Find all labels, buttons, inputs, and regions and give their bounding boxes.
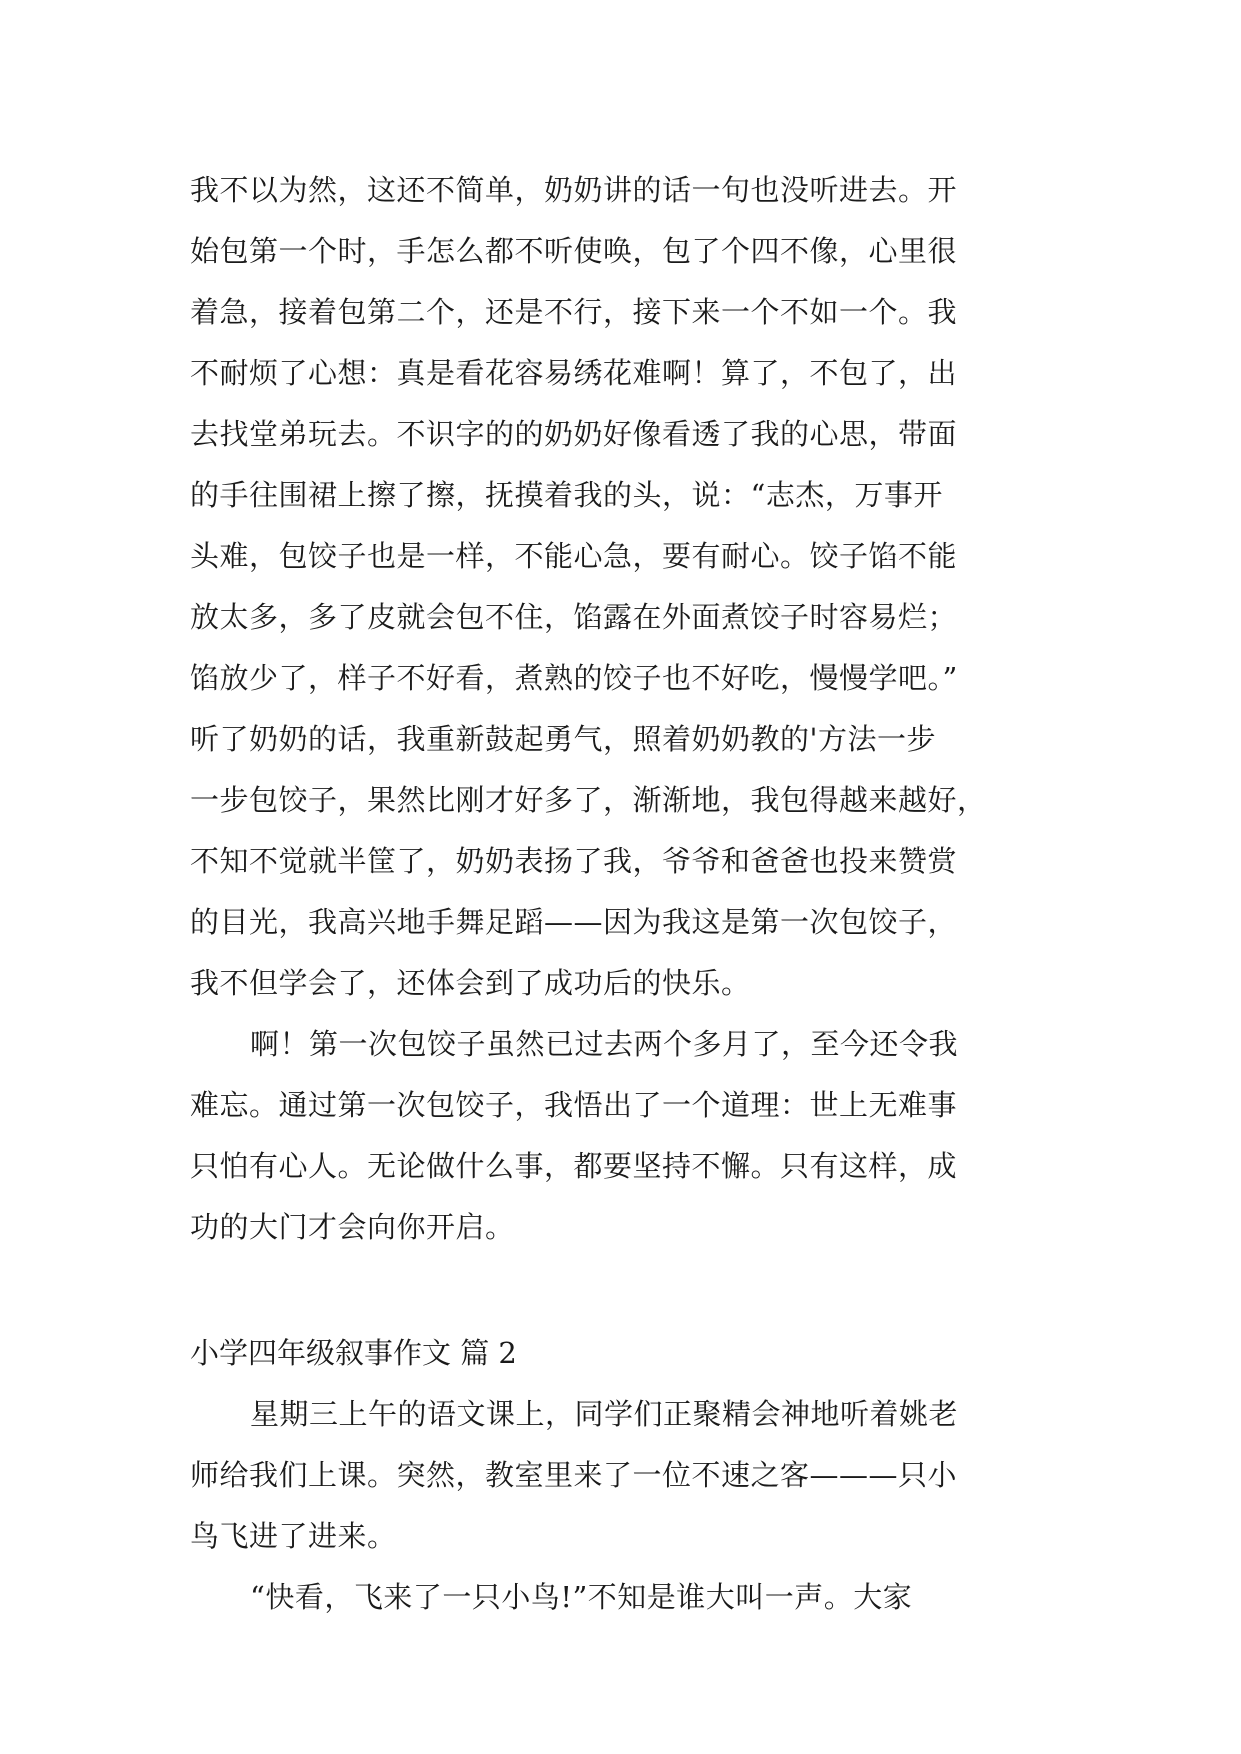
text-line: 的手往围裙上擦了擦，抚摸着我的头，说：“志杰，万事开	[190, 478, 943, 512]
text-line: 不耐烦了心想：真是看花容易绣花难啊！算了，不包了，出	[190, 356, 958, 390]
text-line: 只怕有心人。无论做什么事，都要坚持不懈。只有这样，成	[190, 1149, 958, 1183]
text-line: “快看，飞来了一只小鸟!”不知是谁大叫一声。大家	[250, 1580, 913, 1614]
text-line: 一步包饺子，果然比刚才好多了，渐渐地，我包得越来越好，	[190, 783, 987, 817]
text-line: 头难，包饺子也是一样，不能心急，要有耐心。饺子馅不能	[190, 539, 958, 573]
text-line: 星期三上午的语文课上，同学们正聚精会神地听着姚老	[250, 1397, 959, 1431]
text-line: 功的大门才会向你开启。	[190, 1210, 515, 1244]
text-line: 去找堂弟玩去。不识字的的奶奶好像看透了我的心思，带面	[190, 417, 958, 451]
paragraph-4	[190, 1567, 1060, 1628]
text-line: 啊！第一次包饺子虽然已过去两个多月了，至今还令我	[250, 1027, 959, 1061]
document-body	[190, 160, 1060, 1628]
text-line: 难忘。通过第一次包饺子，我悟出了一个道理：世上无难事	[190, 1088, 958, 1122]
text-line: 听了奶奶的话，我重新鼓起勇气，照着奶奶教的'方法一步	[190, 722, 936, 756]
text-line: 不知不觉就半筐了，奶奶表扬了我，爷爷和爸爸也投来赞赏	[190, 844, 958, 878]
text-line: 馅放少了，样子不好看，煮熟的饺子也不好吃，慢慢学吧。”	[190, 661, 958, 695]
section-spacer	[190, 1258, 1060, 1323]
text-line: 师给我们上课。突然，教室里来了一位不速之客———只小	[190, 1458, 958, 1492]
text-line: 着急，接着包第二个，还是不行，接下来一个不如一个。我	[190, 295, 958, 329]
text-line: 我不以为然，这还不简单，奶奶讲的话一句也没听进去。开	[190, 173, 958, 207]
paragraph-2	[190, 1014, 1060, 1258]
text-line: 放太多，多了皮就会包不住，馅露在外面煮饺子时容易烂；	[190, 600, 958, 634]
paragraph-3	[190, 1384, 1060, 1567]
paragraph-1	[190, 160, 1060, 1014]
text-line: 始包第一个时，手怎么都不听使唤，包了个四不像，心里很	[190, 234, 958, 268]
text-line: 鸟飞进了进来。	[190, 1519, 397, 1553]
text-line: 我不但学会了，还体会到了成功后的快乐。	[190, 966, 751, 1000]
section-heading: 小学四年级叙事作文 篇 2	[190, 1336, 517, 1370]
text-line: 的目光，我高兴地手舞足蹈——因为我这是第一次包饺子，	[190, 905, 958, 939]
